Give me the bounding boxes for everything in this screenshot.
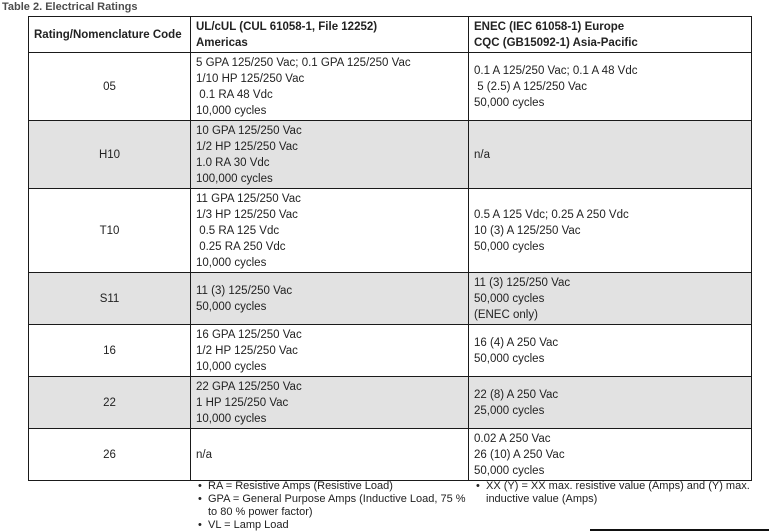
ul-rating-line: 0.1 RA 48 Vdc <box>196 88 273 101</box>
ul-rating-line: 10,000 cycles <box>196 256 267 269</box>
enec-rating-line: (ENEC only) <box>474 308 538 321</box>
enec-rating-line: 22 (8) A 250 Vac <box>474 388 559 401</box>
cell-enec-rating <box>469 377 752 429</box>
table-caption: Table 2. Electrical Ratings <box>2 1 138 13</box>
ul-rating-line: 0.5 RA 125 Vdc <box>196 224 280 237</box>
cell-ul-rating <box>191 429 469 481</box>
ul-rating-line: 11 GPA 125/250 Vac <box>196 192 301 205</box>
ul-rating-line: 10 GPA 125/250 Vac <box>196 124 302 137</box>
ul-rating-line: 1/3 HP 125/250 Vac <box>196 208 298 221</box>
cell-enec-rating <box>469 325 752 377</box>
cell-enec-rating <box>469 189 752 273</box>
enec-rating-line: 25,000 cycles <box>474 404 545 417</box>
header-code <box>29 17 191 53</box>
header-ul <box>191 17 469 53</box>
ul-rating-line: 22 GPA 125/250 Vac <box>196 380 302 393</box>
ul-rating-line: 1.0 RA 30 Vdc <box>196 156 270 169</box>
ul-rating-line: 50,000 cycles <box>196 300 267 313</box>
bottom-rule <box>590 529 769 531</box>
enec-rating-line: 5 (2.5) A 125/250 Vac <box>474 80 587 93</box>
cell-enec-rating <box>469 121 752 189</box>
header-ul-line1: UL/cUL (CUL 61058-1, File 12252) <box>196 20 378 33</box>
ul-rating-line: n/a <box>196 448 212 461</box>
enec-rating-line: 16 (4) A 250 Vac <box>474 336 559 349</box>
notes-left <box>196 480 466 532</box>
cell-ul-rating <box>191 273 469 325</box>
enec-rating-line: 50,000 cycles <box>474 292 545 305</box>
enec-rating-line: 0.1 A 125/250 Vac; 0.1 A 48 Vdc <box>474 64 638 77</box>
header-enec <box>469 17 752 53</box>
ul-rating-line: 0.25 RA 250 Vdc <box>196 240 286 253</box>
note-item: • GPA = General Purpose Amps (Inductive Load, 75 % to 80 % power factor) <box>196 493 466 519</box>
table-row <box>29 53 752 121</box>
code-value: T10 <box>99 224 120 237</box>
enec-rating-line: 50,000 cycles <box>474 96 545 109</box>
table-row <box>29 377 752 429</box>
enec-rating-line: 11 (3) 125/250 Vac <box>474 276 571 289</box>
ul-rating-line: 10,000 cycles <box>196 360 267 373</box>
code-value: 26 <box>103 448 116 461</box>
table-row <box>29 189 752 273</box>
cell-ul-rating <box>191 325 469 377</box>
cell-code <box>29 377 191 429</box>
enec-rating-line: 0.02 A 250 Vac <box>474 432 551 445</box>
ul-rating-line: 1 HP 125/250 Vac <box>196 396 289 409</box>
code-value: 16 <box>103 344 116 357</box>
notes-right <box>474 480 759 506</box>
enec-rating-line: 50,000 cycles <box>474 352 545 365</box>
ul-rating-line: 11 (3) 125/250 Vac <box>196 284 293 297</box>
enec-rating-line: 10 (3) A 125/250 Vac <box>474 224 581 237</box>
code-value: 05 <box>103 80 116 93</box>
table-row <box>29 429 752 481</box>
cell-code <box>29 53 191 121</box>
cell-code <box>29 325 191 377</box>
ul-rating-line: 1/2 HP 125/250 Vac <box>196 140 298 153</box>
cell-ul-rating <box>191 377 469 429</box>
cell-ul-rating <box>191 53 469 121</box>
ul-rating-line: 10,000 cycles <box>196 412 267 425</box>
table-row <box>29 273 752 325</box>
header-ul-line2: Americas <box>196 36 248 49</box>
header-code-label: Rating/Nomenclature Code <box>34 28 182 41</box>
cell-enec-rating <box>469 429 752 481</box>
ul-rating-line: 5 GPA 125/250 Vac; 0.1 GPA 125/250 Vac <box>196 56 411 69</box>
enec-rating-line: n/a <box>474 148 490 161</box>
table-row <box>29 121 752 189</box>
note-item: • RA = Resistive Amps (Resistive Load) <box>196 480 466 493</box>
code-value: S11 <box>99 292 120 305</box>
electrical-ratings-table <box>28 16 752 481</box>
ul-rating-line: 10,000 cycles <box>196 104 267 117</box>
cell-code <box>29 189 191 273</box>
cell-code <box>29 121 191 189</box>
cell-enec-rating <box>469 273 752 325</box>
code-value: H10 <box>98 148 121 161</box>
table-header-row <box>29 17 752 53</box>
ul-rating-line: 100,000 cycles <box>196 172 273 185</box>
note-item: • VL = Lamp Load <box>196 519 466 532</box>
enec-rating-line: 0.5 A 125 Vdc; 0.25 A 250 Vdc <box>474 208 629 221</box>
cell-code <box>29 273 191 325</box>
ul-rating-line: 1/2 HP 125/250 Vac <box>196 344 298 357</box>
enec-rating-line: 50,000 cycles <box>474 240 545 253</box>
enec-rating-line: 26 (10) A 250 Vac <box>474 448 565 461</box>
cell-ul-rating <box>191 189 469 273</box>
cell-code <box>29 429 191 481</box>
note-item: • XX (Y) = XX max. resistive value (Amps) and (Y) max. inductive value (Amps) <box>474 480 759 506</box>
code-value: 22 <box>103 396 116 409</box>
enec-rating-line: 50,000 cycles <box>474 464 545 477</box>
ul-rating-line: 1/10 HP 125/250 Vac <box>196 72 305 85</box>
header-enec-line1: ENEC (IEC 61058-1) Europe <box>474 20 625 33</box>
table-row <box>29 325 752 377</box>
cell-enec-rating <box>469 53 752 121</box>
header-enec-line2: CQC (GB15092-1) Asia-Pacific <box>474 36 638 49</box>
cell-ul-rating <box>191 121 469 189</box>
ul-rating-line: 16 GPA 125/250 Vac <box>196 328 302 341</box>
